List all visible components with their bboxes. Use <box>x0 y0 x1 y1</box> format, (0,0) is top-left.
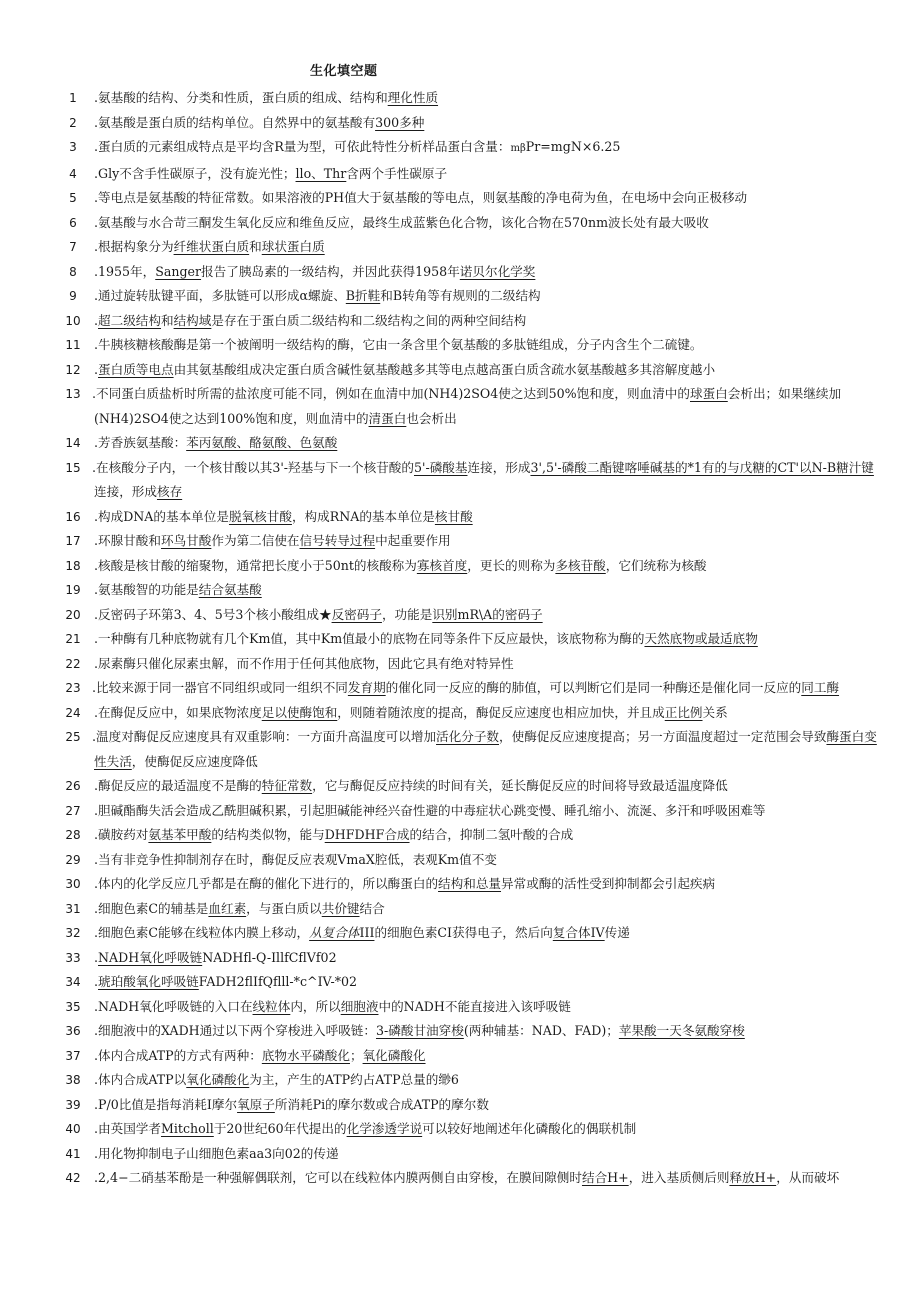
question-number: 4 <box>69 166 77 181</box>
question-number: 14 <box>65 436 81 450</box>
question-number: 3 <box>69 140 77 154</box>
question-fragment: FADH2flIfQflll-*c^IV-*02 <box>198 974 358 989</box>
question-item <box>0 505 920 530</box>
answer-blank: 正比例 <box>664 704 703 720</box>
question-number: 26 <box>65 779 81 793</box>
question-fragment: .在核酸分子内，一个核甘酸以其3'-羟基与下一个核苷酸的 <box>92 459 414 475</box>
question-fragment: (两种辅基：NAD、FAD)； <box>463 1023 619 1038</box>
question-text <box>94 946 882 971</box>
question-fragment: Pr=mgN×6.25 <box>525 139 621 154</box>
question-number: 7 <box>69 240 77 254</box>
question-item <box>0 701 920 726</box>
question-number: 11 <box>65 338 81 352</box>
question-number: 28 <box>65 828 81 842</box>
question-text <box>94 995 882 1020</box>
answer-blank: DHFDHF合成 <box>324 827 410 842</box>
question-fragment: .P/0比值是指每消耗I摩尔 <box>94 1096 238 1112</box>
question-fragment: ，进入基质侧后则 <box>628 1170 730 1185</box>
question-number: 13 <box>65 387 81 401</box>
answer-blank: 结合氨基酸 <box>198 582 262 597</box>
answer-blank: 特征常数 <box>261 778 313 793</box>
question-item <box>0 358 920 383</box>
question-number: 31 <box>65 901 81 916</box>
question-item <box>0 284 920 309</box>
question-fragment: 关系 <box>702 704 728 720</box>
answer-blank: 苹果酸一天冬氨酸穿梭 <box>618 1023 745 1038</box>
question-number: 2 <box>69 115 77 130</box>
question-fragment: .细胞液中的XADH通过以下两个穿梭进入呼吸链： <box>94 1023 376 1038</box>
question-fragment: 是存在于蛋白质二级结构和二级结构之间的两种空间结构 <box>211 312 527 328</box>
question-fragment: .等电点是氨基酸的特征常数。如果溶液的PH值大于氨基酸的等电点，则氨基酸的净电荷为鱼，在电场中会向正极移动 <box>94 190 748 205</box>
question-item <box>0 897 920 922</box>
question-text <box>94 725 882 774</box>
answer-blank: 3',5'-磷酸二酯键喀唾碱基的*1有的与戊糖的CT'以N-B糖汁键 <box>530 459 874 475</box>
question-fragment: 连接，形成 <box>467 459 531 475</box>
question-text <box>94 186 882 211</box>
question-fragment: ，则随着随浓度的提高，酶促反应速度也相应加快，并且成 <box>337 704 665 720</box>
question-fragment: .当有非竞争性抑制剂存在时，酶促反应表观VmaX腔低，表观Km值不变 <box>94 851 497 867</box>
question-item <box>0 309 920 334</box>
answer-blank: 足以使酶饱和 <box>261 704 338 720</box>
question-fragment: .一种酶有几种底物就有几个Km值，其中Km值最小的底物在同等条件下反应最快，该底物称为酶的 <box>94 631 645 646</box>
question-number: 29 <box>65 852 81 867</box>
question-text <box>94 382 882 431</box>
question-fragment: ，更长的则称为 <box>467 557 556 573</box>
question-fragment: .牛胰核糖核酸酶是第一个被阐明一级结构的酶，它由一条含里个氨基酸的多肽链组成，分子内含生个二硫键。 <box>94 337 703 352</box>
answer-blank: 化学渗透学说 <box>346 1121 423 1136</box>
answer-blank: NADH氧化呼吸链 <box>98 949 203 965</box>
question-item <box>0 211 920 236</box>
answer-blank: 结构和总量 <box>438 876 502 891</box>
question-fragment: 含两个手性碳原子 <box>346 165 448 181</box>
answer-blank: 从复合体 <box>309 925 360 940</box>
question-fragment: .蛋白质的元素组成特点是平均含R量为型，可依此特性分析样品蛋白含量： <box>94 139 511 154</box>
question-item <box>0 603 920 628</box>
question-fragment: 的催化同一反应的酶的肺值，可以判断它们是同一种酶还是催化同一反应的 <box>385 680 802 695</box>
question-fragment: ，从而破坏 <box>776 1170 840 1185</box>
question-fragment: .氨基酸的结构、分类和性质，蛋白质的组成、结构和 <box>94 90 388 105</box>
question-fragment: .比较来源于同一器官不同组织或同一组织不同 <box>92 680 348 695</box>
question-fragment: .体内合成ATP以 <box>94 1072 187 1087</box>
question-text <box>94 1068 882 1093</box>
question-item <box>0 799 920 824</box>
question-text <box>94 627 882 652</box>
question-item <box>0 995 920 1020</box>
question-number: 39 <box>65 1097 81 1112</box>
question-text <box>94 333 882 358</box>
question-item <box>0 186 920 211</box>
question-item <box>0 1093 920 1118</box>
question-number: 20 <box>65 607 81 622</box>
question-fragment: ； <box>349 1047 363 1063</box>
answer-blank: 5'-磷酸基 <box>413 459 468 475</box>
answer-blank: 天然底物或最适底物 <box>644 631 758 646</box>
question-text <box>94 603 882 628</box>
answer-blank: 结合H+ <box>581 1170 629 1185</box>
answer-blank: 超二级结构 <box>98 312 161 328</box>
question-text <box>94 529 882 554</box>
question-text <box>94 284 882 309</box>
question-item <box>0 1142 920 1167</box>
question-fragment: 也会析出 <box>406 410 457 426</box>
question-number: 12 <box>65 362 81 377</box>
question-text <box>94 1117 882 1142</box>
question-number: 38 <box>65 1073 81 1087</box>
question-item <box>0 456 920 505</box>
question-item <box>0 848 920 873</box>
question-fragment: .在酶促反应中，如果底物浓度 <box>94 704 262 720</box>
answer-blank: 复合体IV <box>552 925 605 940</box>
question-item <box>0 162 920 187</box>
question-fragment: 于20世纪60年代提出的 <box>213 1121 347 1136</box>
question-text <box>94 505 882 530</box>
question-fragment: .氨基酸是蛋白质的结构单位。自然界中的氨基酸有 <box>94 114 376 130</box>
question-text <box>94 970 882 995</box>
question-number: 36 <box>65 1024 81 1038</box>
question-text <box>94 211 882 236</box>
question-fragment: 中的NADH不能直接进入该呼吸链 <box>378 998 571 1014</box>
page-title: 生化填空题 <box>310 64 378 79</box>
question-item <box>0 333 920 358</box>
answer-blank: 琥珀酸氧化呼吸链 <box>98 974 199 989</box>
question-item <box>0 554 920 579</box>
question-item <box>0 111 920 136</box>
question-fragment: 的细胞色素CI获得电子，然后向 <box>374 925 553 940</box>
question-fragment: 所消耗Pi的摩尔数或合成ATP的摩尔数 <box>274 1096 489 1112</box>
question-number: 15 <box>65 460 81 475</box>
question-fragment: .2,4−二硝基苯酚是一种强解偶联剂，它可以在线粒体内膜两侧自由穿梭，在膜间隙侧时 <box>94 1170 582 1185</box>
answer-blank: 释放H+ <box>729 1170 777 1185</box>
question-item <box>0 652 920 677</box>
question-text <box>94 1166 882 1191</box>
question-item <box>0 823 920 848</box>
question-fragment: .尿素酶只催化尿素虫解，而不作用于任何其他底物，因此它具有绝对特异性 <box>94 655 514 671</box>
question-number: 41 <box>65 1146 81 1161</box>
question-number: 24 <box>65 705 81 720</box>
question-fragment: ，使酶促反应速度降低 <box>131 753 258 769</box>
question-fragment: .芳香族氨基酸： <box>94 435 187 450</box>
question-text <box>94 1093 882 1118</box>
answer-blank: 线粒体 <box>252 998 291 1014</box>
question-text <box>94 431 882 456</box>
answer-blank: 活化分子数 <box>436 729 500 744</box>
question-item <box>0 260 920 285</box>
question-text <box>94 823 882 848</box>
question-number: 33 <box>65 950 81 965</box>
question-item <box>0 235 920 260</box>
answer-blank: 球蛋白 <box>689 386 728 401</box>
question-fragment: .反密码子环第3、4、5号3个核小酸组成★ <box>94 606 332 622</box>
question-fragment: 的结构类似物，能与 <box>211 827 325 842</box>
question-text <box>94 578 882 603</box>
question-number: 1 <box>69 91 77 105</box>
answer-blank: 蛋白质等电点 <box>98 361 174 377</box>
question-item <box>0 921 920 946</box>
question-number: 42 <box>65 1171 81 1185</box>
answer-blank: 氧原子 <box>237 1096 275 1112</box>
question-text <box>94 652 882 677</box>
question-item <box>0 431 920 456</box>
question-number: 30 <box>65 877 81 891</box>
answer-blank: 识别mR\A的密码子 <box>432 606 543 622</box>
question-fragment: ，它们统称为核酸 <box>605 557 707 573</box>
answer-blank: 3-磷酸甘油穿梭 <box>375 1023 464 1038</box>
question-number: 17 <box>65 534 81 548</box>
question-number: 23 <box>65 681 81 695</box>
question-item <box>0 86 920 111</box>
question-fragment: 为主，产生的ATP约占ATP总量的缈6 <box>249 1072 459 1087</box>
question-text <box>94 897 882 922</box>
question-number: 8 <box>69 264 77 279</box>
answer-blank: B折鞋 <box>345 288 381 303</box>
question-fragment: .细胞色素C能够在线粒体内膜上移动， <box>94 925 310 940</box>
question-fragment: 可以较好地阐述年化磷酸化的偶联机制 <box>422 1121 637 1136</box>
answer-blank: 脱氧核甘酸 <box>228 508 292 524</box>
question-number: 40 <box>65 1122 81 1136</box>
answer-blank: 300多种 <box>375 114 425 130</box>
question-text <box>94 260 882 285</box>
question-text <box>94 701 882 726</box>
question-fragment: ，功能是 <box>381 606 433 622</box>
question-number: 37 <box>65 1048 81 1063</box>
question-item <box>0 1068 920 1093</box>
question-number: 5 <box>69 191 77 205</box>
question-fragment: 的结合，抑制二氢叶酸的合成 <box>409 827 574 842</box>
question-fragment: .不同蛋白质盐析时所需的盐浓度可能不同，例如在血清中加(NH4)2SO4使之达到50%饱和度，则血清中的 <box>92 386 690 401</box>
question-text <box>94 1142 882 1167</box>
answer-blank: 细胞液 <box>340 998 379 1014</box>
question-item <box>0 529 920 554</box>
question-fragment: .根据构象分为 <box>94 239 174 254</box>
question-text <box>94 86 882 111</box>
question-text <box>94 676 882 701</box>
answer-blank: 球状蛋白质 <box>261 239 325 254</box>
question-text <box>94 799 882 824</box>
answer-blank: 理化性质 <box>387 90 439 105</box>
question-text <box>94 456 882 505</box>
question-number: 32 <box>65 926 81 940</box>
question-item <box>0 627 920 652</box>
question-fragment: ，与蛋白质以 <box>246 900 322 916</box>
question-number: 6 <box>69 215 77 230</box>
question-fragment: .体内合成ATP的方式有两种： <box>94 1047 262 1063</box>
question-item <box>0 872 920 897</box>
question-fragment: .通过旋转肽键平面，多肽链可以形成α螺旋、 <box>94 288 346 303</box>
question-fragment: .构成DNA的基本单位是 <box>94 508 229 524</box>
question-fragment: .环腺甘酸和 <box>94 533 161 548</box>
answer-blank: 结构域 <box>173 312 212 328</box>
answer-blank: 纤维状蛋白质 <box>173 239 250 254</box>
question-fragment: .酶促反应的最适温度不是酶的 <box>94 778 262 793</box>
question-fragment: .温度对酶促反应速度具有双重影响：一方面升高温度可以增加 <box>92 729 437 744</box>
question-text <box>94 1044 882 1069</box>
answer-blank: 核存 <box>156 484 183 499</box>
question-fragment: 内，所以 <box>290 998 341 1014</box>
question-item <box>0 382 920 431</box>
question-fragment: 传递 <box>604 925 630 940</box>
question-fragment: ，使酶促反应速度提高；另一方面温度超过一定范围会导致 <box>499 729 827 744</box>
question-fragment: 中起重要作用 <box>375 533 451 548</box>
question-fragment: 和B转角等有规则的二级结构 <box>380 288 541 303</box>
question-fragment: 会析出；如果继续加(NH4)2SO4使之达到100%饱和度，则血清中的 <box>94 386 842 426</box>
question-fragment: .1955年， <box>94 263 156 279</box>
question-fragment: ，构成RNA的基本单位是 <box>291 508 435 524</box>
question-item <box>0 970 920 995</box>
question-text <box>94 774 882 799</box>
answer-blank: 共价键 <box>321 900 360 916</box>
question-fragment: .氨基酸智的功能是 <box>94 582 199 597</box>
answer-blank: 诺贝尔化学奖 <box>459 263 536 279</box>
question-fragment: .用化物抑制电子山细胞色素aa3向02的传递 <box>94 1145 339 1161</box>
question-text <box>94 358 882 383</box>
answer-blank: 寡核首度 <box>416 557 468 573</box>
question-number: 34 <box>65 975 81 989</box>
question-fragment: 和 <box>249 239 262 254</box>
answer-blank: 环鸟甘酸 <box>160 533 212 548</box>
question-fragment: . <box>94 974 99 989</box>
question-number: 16 <box>65 509 81 524</box>
question-number: 27 <box>65 803 81 818</box>
question-fragment: .氨基酸与水合苛三酮发生氧化反应和维鱼反应，最终生成蓝紫色化合物，该化合物在570nm波长处有最大吸收 <box>94 214 709 230</box>
answer-blank: 氧化磷酸化 <box>186 1072 250 1087</box>
question-item <box>0 676 920 701</box>
question-fragment: NADHfl-Q-IllfCflVf02 <box>202 949 337 965</box>
answer-blank: 清蛋白 <box>368 410 407 426</box>
question-fragment: .磺胺药对 <box>94 827 149 842</box>
question-fragment: .核酸是核甘酸的缩聚物，通常把长度小于50nt的核酸称为 <box>94 557 417 573</box>
question-number: 35 <box>65 999 81 1014</box>
question-fragment: 作为第二信使在 <box>211 533 300 548</box>
question-text <box>94 235 882 260</box>
question-item <box>0 946 920 971</box>
question-fragment: 连接，形成 <box>94 484 157 499</box>
question-fragment: .由英国学者 <box>94 1121 161 1136</box>
answer-blank: llo、Thr <box>295 165 347 181</box>
question-item <box>0 1019 920 1044</box>
question-fragment: .胆碱酯酶失活会造成乙酰胆碱积累，引起胆碱能神经兴奋性避的中毒症状心跳变慢、睡孔缩小、流涎、多汗和呼吸困难等 <box>94 802 766 818</box>
question-number: 21 <box>65 632 81 646</box>
answer-blank: 血红素 <box>208 900 247 916</box>
question-fragment: mβ <box>510 143 526 154</box>
question-number: 22 <box>65 656 81 671</box>
answer-blank: 核甘酸 <box>434 508 473 524</box>
question-item <box>0 578 920 603</box>
answer-blank: 多核苷酸 <box>555 557 606 573</box>
answer-blank: III <box>359 925 375 940</box>
question-fragment: 结合 <box>359 900 385 916</box>
question-fragment: 报告了胰岛素的一级结构，并因此获得1958年 <box>201 263 460 279</box>
question-number: 10 <box>65 313 81 328</box>
question-fragment: .NADH氧化呼吸链的入口在 <box>94 998 253 1014</box>
question-fragment: .细胞色素C的辅基是 <box>94 900 209 916</box>
answer-blank: 底物水平磷酸化 <box>261 1047 350 1063</box>
answer-blank: 氧化磷酸化 <box>362 1047 426 1063</box>
question-number: 18 <box>65 558 81 573</box>
question-fragment: . <box>94 312 99 328</box>
question-number: 19 <box>65 583 81 597</box>
question-item <box>0 1044 920 1069</box>
answer-blank: 信号转导过程 <box>299 533 376 548</box>
question-item <box>0 1117 920 1142</box>
question-item <box>0 725 920 774</box>
question-number: 9 <box>69 289 77 303</box>
question-item <box>0 774 920 799</box>
answer-blank: 同工酶 <box>801 680 840 695</box>
answer-blank: 酶蛋白变性失活 <box>94 729 877 769</box>
question-number: 25 <box>65 730 81 744</box>
question-text <box>94 162 882 187</box>
question-item <box>0 135 920 162</box>
answer-blank: Mitcholl <box>160 1121 214 1136</box>
question-fragment: . <box>94 361 99 377</box>
question-text <box>94 135 882 162</box>
question-fragment: . <box>94 949 99 965</box>
question-fragment: .Gly不含手性碳原子，没有旋光性； <box>94 165 296 181</box>
question-text <box>94 921 882 946</box>
question-fragment: 异常或酶的活性受到抑制都会引起疾病 <box>501 876 716 891</box>
question-text <box>94 848 882 873</box>
question-text <box>94 309 882 334</box>
question-fragment: 由其氨基酸组成决定蛋白质含碱性氨基酸越多其等电点越高蛋白质含疏水氨基酸越多其溶解度越小 <box>173 361 716 377</box>
question-text <box>94 111 882 136</box>
question-fragment: 和 <box>160 312 174 328</box>
question-item <box>0 1166 920 1191</box>
answer-blank: 氨基苯甲酸 <box>148 827 212 842</box>
question-fragment: ，它与酶促反应持续的时间有关，延长酶促反应的时间将导致最适温度降低 <box>312 778 728 793</box>
answer-blank: 苯丙氨酸、酪氨酸、色氨酸 <box>186 435 338 450</box>
answer-blank: 反密码子 <box>331 606 382 622</box>
question-fragment: .体内的化学反应几乎都是在酶的催化下进行的，所以酶蛋白的 <box>94 876 439 891</box>
question-text <box>94 872 882 897</box>
question-text <box>94 554 882 579</box>
question-list <box>0 86 920 1191</box>
question-text <box>94 1019 882 1044</box>
answer-blank: Sanger <box>155 263 202 279</box>
answer-blank: 发育期 <box>347 680 386 695</box>
